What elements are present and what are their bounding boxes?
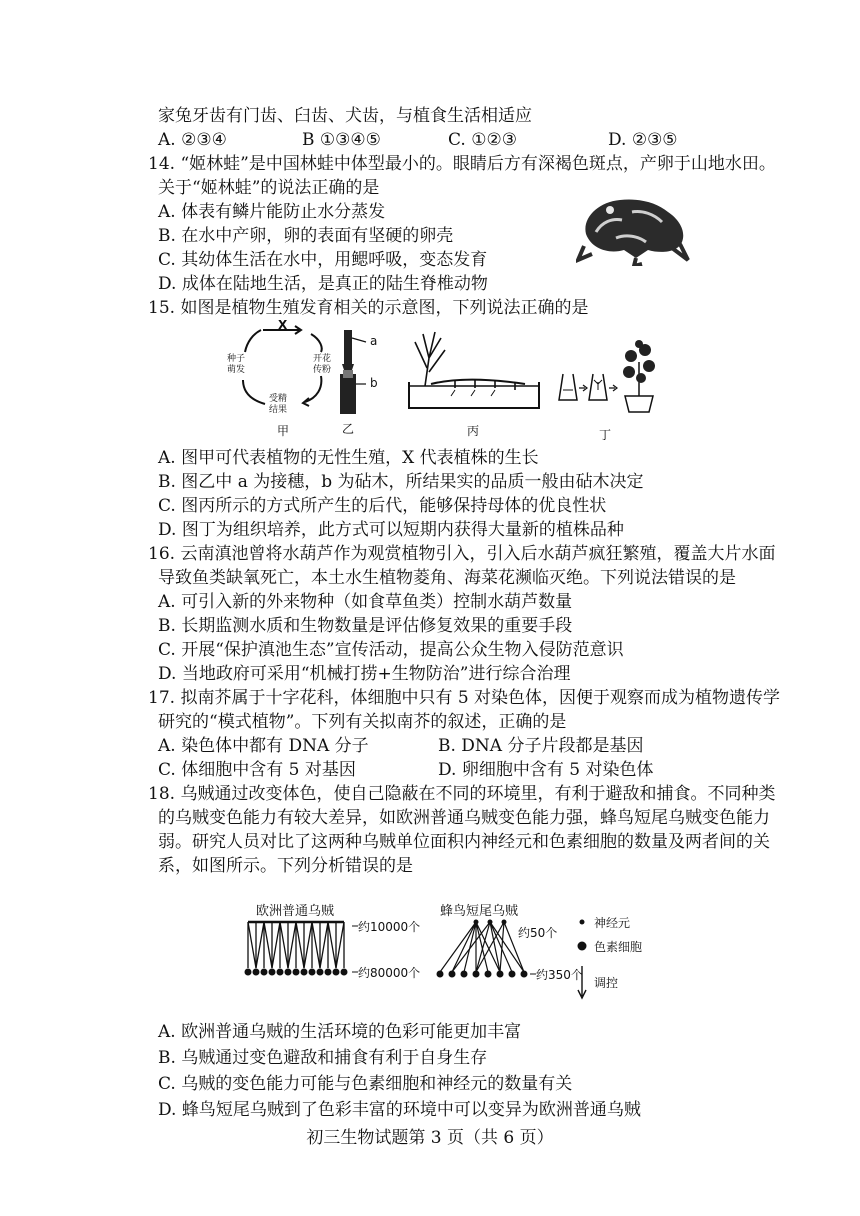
q14-option-a: A. 体表有鳞片能防止水分蒸发 — [158, 202, 386, 222]
q15-option-b: B. 图乙中 a 为接穗，b 为砧木，所结果实的品质一般由砧木决定 — [158, 472, 644, 492]
figure-ding-caption: 丁 — [599, 428, 612, 442]
q17-stem-line2: 研究的“模式植物”。下列有关拟南芥的叙述，正确的是 — [158, 712, 567, 732]
cycle-x-label: X — [278, 318, 288, 332]
q14-option-b: B. 在水中产卵，卵的表面有坚硬的卵壳 — [158, 226, 454, 246]
squid-right-top-count: 约50个 — [518, 926, 558, 940]
q14-stem-line2: 关于“姬林蛙”的说法正确的是 — [158, 178, 380, 198]
q18-stem-line1: 18. 乌贼通过改变体色，使自己隐蔽在不同的环境里，有利于避敌和捕食。不同种类 — [148, 784, 776, 804]
squid-left-title: 欧洲普通乌贼 — [256, 904, 335, 919]
q18-option-c: C. 乌贼的变色能力可能与色素细胞和神经元的数量有关 — [158, 1074, 573, 1094]
q18-option-a: A. 欧洲普通乌贼的生活环境的色彩可能更加丰富 — [158, 1022, 522, 1042]
q15-option-a: A. 图甲可代表植物的无性生殖，X 代表植株的生长 — [158, 448, 539, 468]
q14-option-c: C. 其幼体生活在水中，用鳃呼吸，变态发育 — [158, 250, 488, 270]
graft-label-b: b — [370, 376, 378, 390]
q17-options-row2 — [158, 758, 718, 782]
squid-right-title: 蜂鸟短尾乌贼 — [440, 904, 519, 919]
q13-option-c: C. ①②③ — [448, 130, 517, 150]
q18-option-b: B. 乌贼通过变色避敌和捕食有利于自身生存 — [158, 1048, 488, 1068]
q14-stem-line1: 14. “姬林蛙”是中国林蛙中体型最小的。眼睛后方有深褐色斑点，产卵于山地水田。 — [148, 154, 776, 174]
q14-option-d: D. 成体在陆地生活，是真正的陆生脊椎动物 — [158, 274, 488, 294]
legend-pigment-dot — [578, 942, 587, 951]
legend-neuron-dot — [580, 920, 585, 925]
q15-figure-yi — [330, 326, 390, 438]
q13-option-a: A. ②③④ — [158, 130, 227, 150]
q17-stem-line1: 17. 拟南芥属于十字花科，体细胞中只有 5 对染色体，因便于观察而成为植物遗传学 — [148, 688, 781, 708]
q16-option-b: B. 长期监测水质和生物数量是评估修复效果的重要手段 — [158, 616, 573, 636]
legend-pigment-label: 色素细胞 — [594, 940, 643, 954]
tissue-culture-drawing — [555, 340, 665, 416]
q15-option-d: D. 图丁为组织培养，此方式可以短期内获得大量新的植株品种 — [158, 520, 624, 540]
q16-option-c: C. 开展“保护滇池生态”宣传活动，提高公众生物入侵防范意识 — [158, 640, 624, 660]
q17-option-d: D. 卵细胞中含有 5 对染色体 — [438, 760, 654, 780]
q13-option-d: D. ②③⑤ — [608, 130, 678, 150]
grafting-drawing — [330, 326, 390, 416]
q15-stem: 15. 如图是植物生殖发育相关的示意图，下列说法正确的是 — [148, 298, 589, 318]
q18-squid-figure — [240, 896, 660, 1006]
squid-left-bottom-count: 约80000个 — [358, 966, 421, 980]
legend-control-label: 调控 — [594, 976, 619, 990]
left-pigment-cells — [245, 969, 348, 976]
right-pigment-cells — [437, 971, 528, 978]
legend-neuron-label: 神经元 — [594, 916, 631, 930]
q17-option-b: B. DNA 分子片段都是基因 — [438, 736, 644, 756]
figure-bing-caption: 丙 — [467, 424, 480, 438]
q16-stem-line1: 16. 云南滇池曾将水葫芦作为观赏植物引入，引入后水葫芦疯狂繁殖，覆盖大片水面 — [148, 544, 776, 564]
layering-drawing — [405, 328, 543, 412]
right-network — [440, 922, 524, 972]
cycle-label-fruiting: 受精结果 — [269, 394, 288, 415]
graft-label-a: a — [370, 334, 378, 348]
squid-left-top-count: 约10000个 — [358, 920, 421, 934]
q15-option-c: C. 图丙所示的方式所产生的后代，能够保持母体的优良性状 — [158, 496, 607, 516]
figure-yi-caption: 乙 — [342, 422, 355, 436]
figure-jia-caption: 甲 — [277, 424, 290, 438]
q17-option-a: A. 染色体中都有 DNA 分子 — [158, 736, 369, 756]
frog-illustration — [576, 188, 694, 266]
page-footer: 初三生物试题第 3 页（共 6 页） — [306, 1128, 554, 1148]
q18-stem-line3: 弱。研究人员对比了这两种乌贼单位面积内神经元和色素细胞的数量及两者间的关 — [158, 832, 770, 852]
q13-options — [158, 128, 718, 152]
squid-right-bottom-count: 约350个 — [536, 968, 583, 982]
q15-figure-ding — [555, 340, 665, 444]
left-network — [248, 922, 344, 968]
q18-stem-line4: 系，如图所示。下列分析错误的是 — [158, 856, 413, 876]
q17-options-row1 — [158, 734, 718, 758]
q16-stem-line2: 导致鱼类缺氧死亡，本土水生植物菱角、海菜花濒临灭绝。下列说法错误的是 — [158, 568, 736, 588]
q18-option-d: D. 蜂鸟短尾乌贼到了色彩丰富的环境中可以变异为欧洲普通乌贼 — [158, 1100, 641, 1120]
q16-option-d: D. 当地政府可采用“机械打捞+生物防治”进行综合治理 — [158, 664, 571, 684]
q17-option-c: C. 体细胞中含有 5 对基因 — [158, 760, 356, 780]
q13-line: 家兔牙齿有门齿、臼齿、犬齿，与植食生活相适应 — [158, 106, 532, 126]
q15-figure-jia — [225, 318, 345, 436]
q15-figure-bing — [405, 328, 543, 440]
cycle-label-germination: 种子萌发 — [227, 354, 246, 375]
cycle-label-pollination: 开花传粉 — [313, 354, 332, 375]
q13-option-b: B ①③④⑤ — [302, 130, 381, 150]
right-neurons — [474, 920, 507, 925]
q18-stem-line2: 的乌贼变色能力有较大差异，如欧洲普通乌贼变色能力强，蜂鸟短尾乌贼变色能力 — [158, 808, 770, 828]
q16-option-a: A. 可引入新的外来物种（如食草鱼类）控制水葫芦数量 — [158, 592, 573, 612]
